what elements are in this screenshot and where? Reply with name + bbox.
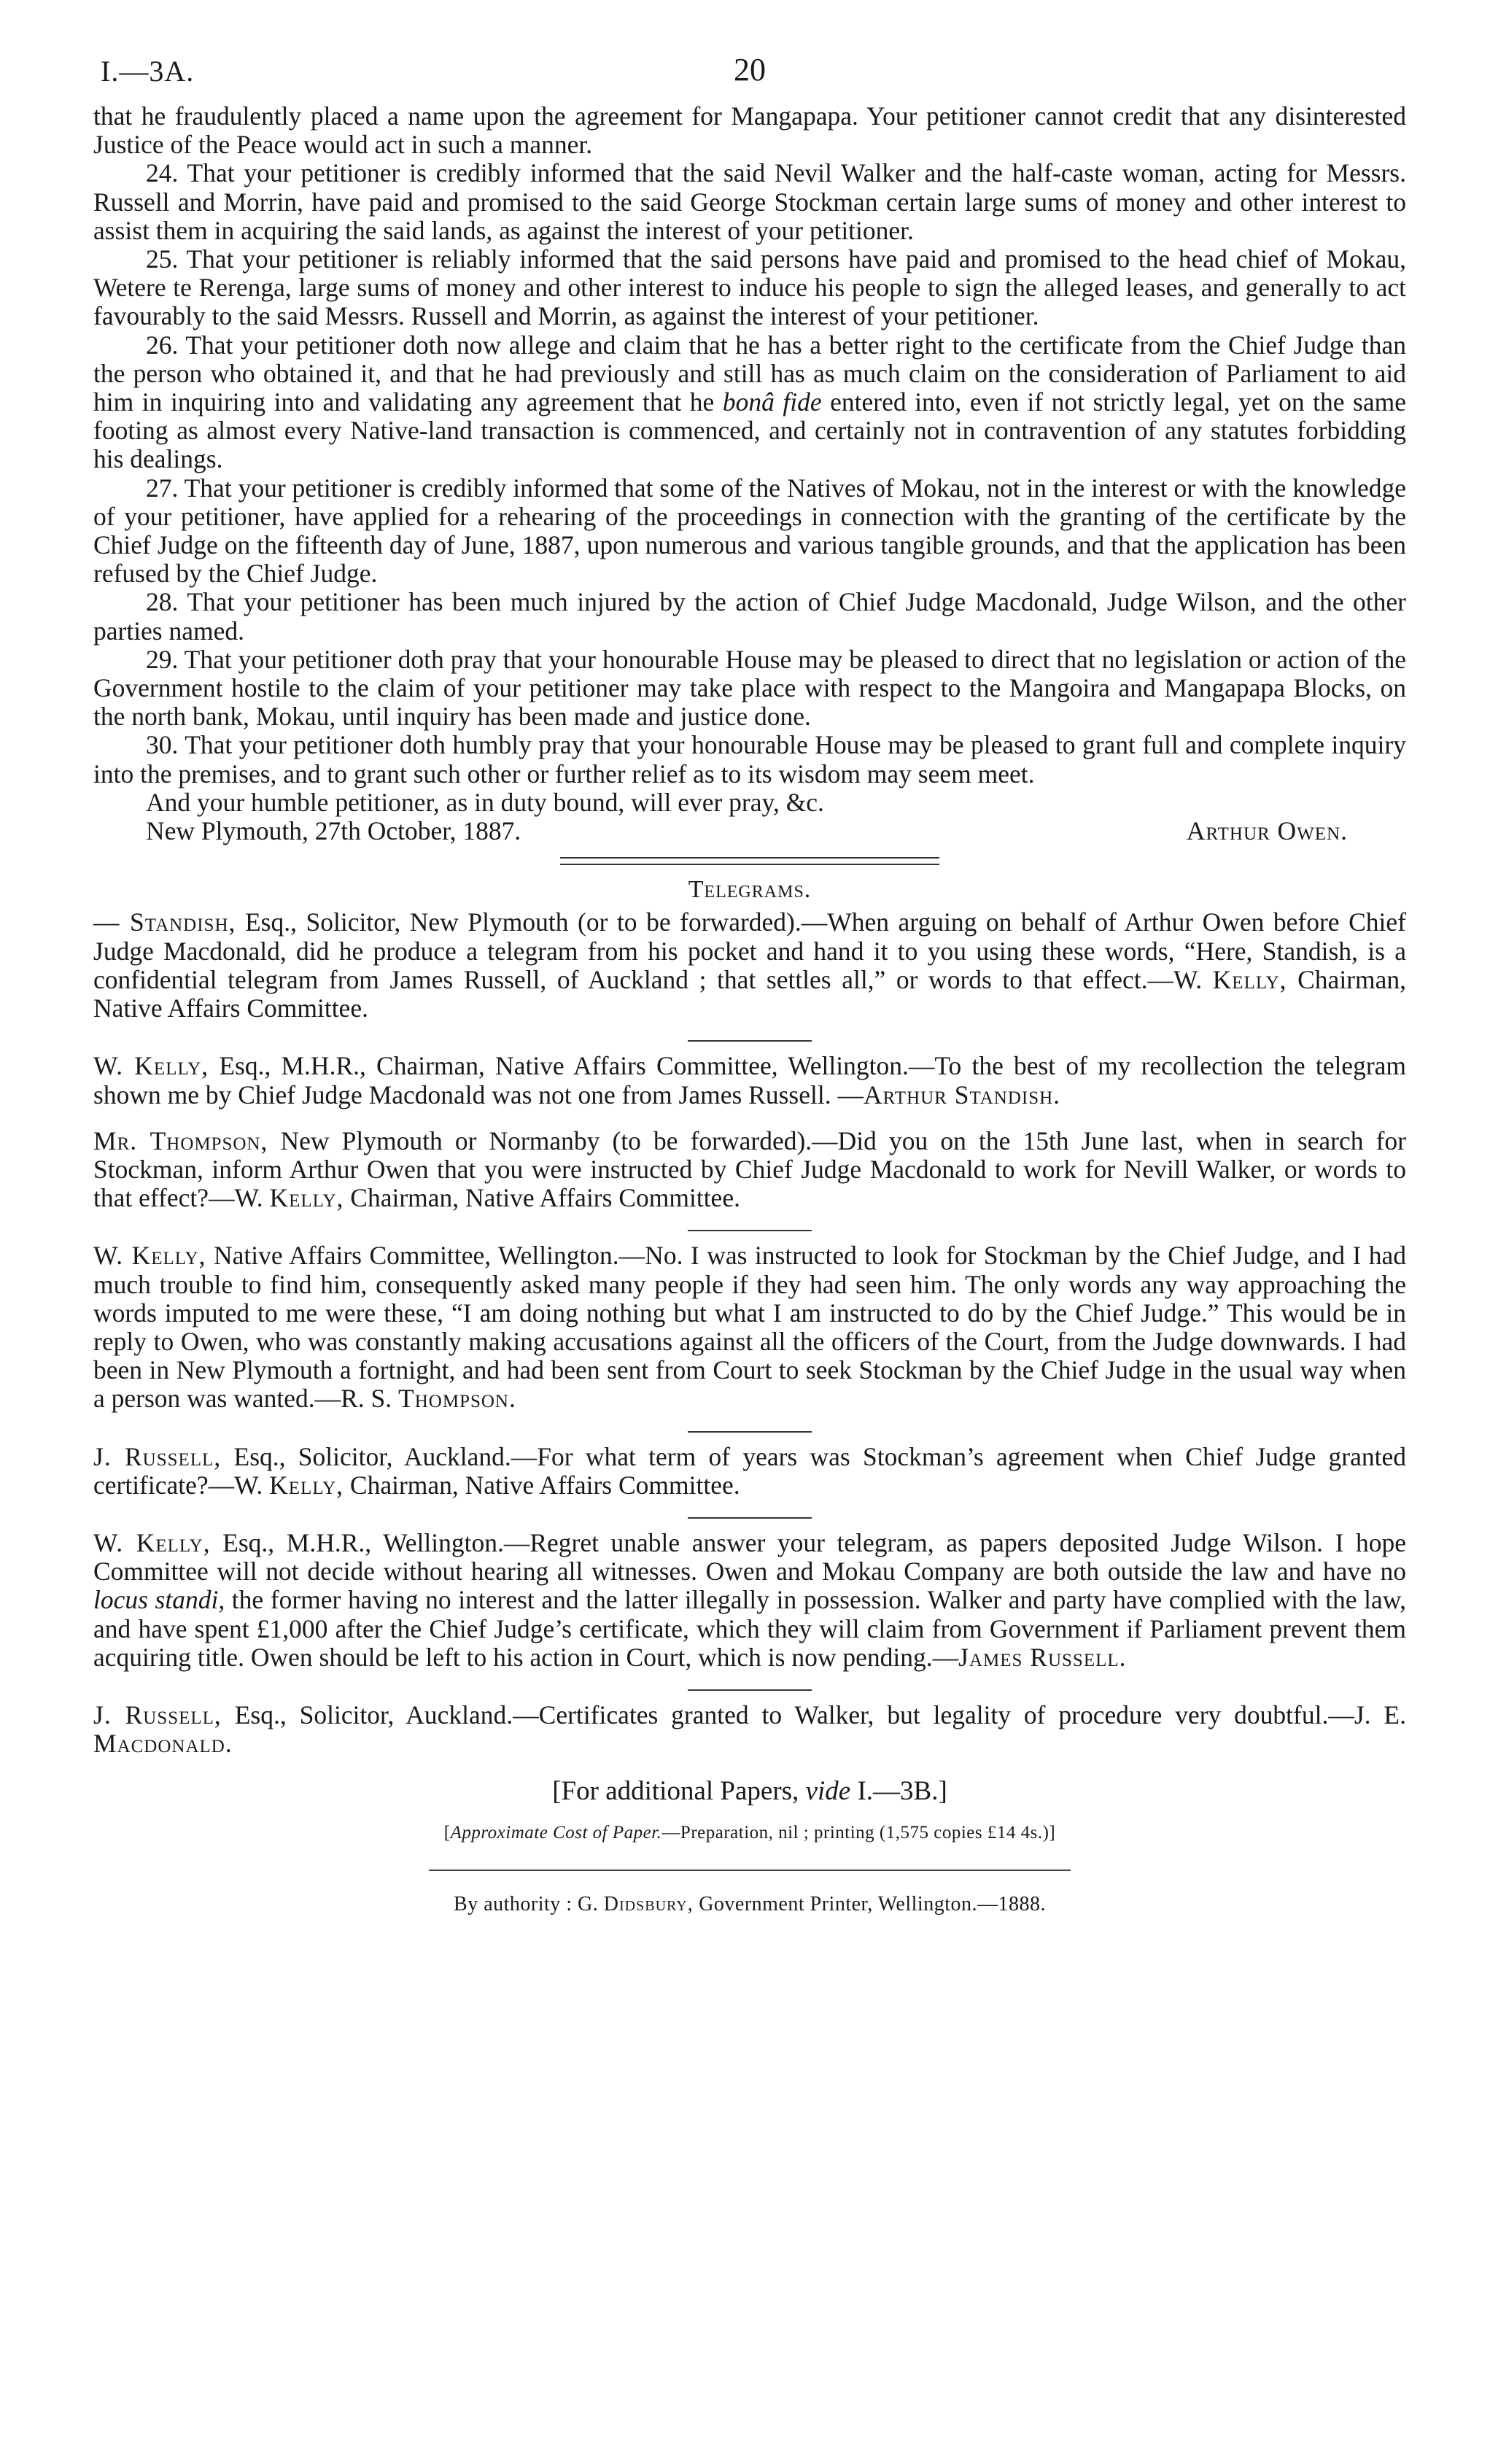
telegram-6 <box>93 1529 1406 1672</box>
telegram-addressee: W. Kelly, <box>93 1527 211 1557</box>
paragraph-24: 24. That your petitioner is credibly informed that the said Nevil Walker and the half-caste woman, acting for Messrs. Russell and Morrin, have paid and promised to the said George Stockman certain large sums of money and other interest to assist them in acquiring the said lands, as against the interest of your petitioner. <box>93 158 1406 245</box>
telegram-addressee: J. Russell, <box>93 1441 222 1471</box>
paragraph-29: 29. That your petitioner doth pray that your honourable House may be pleased to direct that no legislation or action of the Government hostile to the claim of your petitioner may take place with respect to the Mangoira and Mangapapa Blocks, on the north bank, Mokau, until inquiry has been made and justice done. <box>93 644 1406 732</box>
footer-divider <box>429 1870 1071 1871</box>
telegram-signer: James Russell. <box>958 1642 1127 1672</box>
cost-text: —Preparation, nil ; printing (1,575 copies £14 4s.) <box>661 1823 1049 1843</box>
telegram-divider <box>688 1517 812 1519</box>
telegram-tail: Chairman, Native Affairs Committee. <box>344 1183 740 1213</box>
telegram-text: Esq., M.H.R., Wellington.—Regret unable answer your telegram, as papers deposited Judge Wilson. I hope Committee will not decide without hearing all witnesses. Owen and Mokau Company are both outside the law and have no <box>93 1527 1406 1587</box>
telegram-tail: Chairman, Native Affairs Committee. <box>344 1470 740 1500</box>
printer-before: By authority : G. <box>454 1893 604 1916</box>
telegram-addressee: J. Russell, <box>93 1700 222 1729</box>
telegram-signer: Macdonald. <box>93 1729 233 1759</box>
telegram-tail: Chairman, Native Affairs Committee. <box>93 964 1406 1023</box>
telegram-7 <box>93 1701 1406 1758</box>
place-date: New Plymouth, 27th October, 1887. <box>146 816 521 846</box>
paragraph-27: 27. That your petitioner is credibly informed that some of the Natives of Mokau, not in the interest or with the knowledge of your petitioner, have applied for a rehearing of the proceedings in connection with the granting of the certificate by the Chief Judge on the fifteenth day of June, 1887, upon numerous and various tangible grounds, and that the application has been refused by the Chief Judge. <box>93 473 1406 589</box>
telegram-text-cont: the former having no interest and the latter illegally in possession. Walker and party have complied with the law, and have spent £1,000 after the Chief Judge’s certificate, which they will claim from Government if Parliament prevent them acquiring title. Owen should be left to his action in Court, which is now pending.— <box>93 1585 1406 1672</box>
telegram-addressee: W. Kelly, <box>93 1241 206 1271</box>
paragraph-23-continued: that he fraudulently placed a name upon the agreement for Mangapapa. Your petitioner cannot credit that any disinterested Justice of the Peace would act in such a manner. <box>93 101 1406 160</box>
additional-before: [For additional Papers, <box>552 1776 806 1807</box>
additional-papers-note <box>93 1775 1406 1807</box>
page-header <box>93 44 1406 102</box>
cost-label: Approximate Cost of Paper. <box>450 1823 662 1843</box>
telegram-addressee: Mr. Thompson, <box>93 1126 268 1155</box>
paragraph-26 <box>93 331 1406 474</box>
paragraph-28: 28. That your petitioner has been much injured by the action of Chief Judge Macdonald, Judge Wilson, and the other parties named. <box>93 587 1406 646</box>
telegram-signer: Thompson. <box>398 1384 516 1414</box>
paragraph-26-italic: bonâ fide <box>722 387 822 417</box>
telegram-divider <box>688 1040 812 1042</box>
printer-name: Didsbury, <box>603 1893 694 1916</box>
telegrams-heading: Telegrams. <box>688 876 812 904</box>
telegram-text: Esq., Solicitor, Auckland.—For what term of years was Stockman’s agreement when Chief Judge granted certificate?—W. <box>93 1441 1407 1500</box>
cost-note: [Approximate Cost of Paper.—Preparation, nil ; printing (1,575 copies £14 4s.)] <box>443 1823 1056 1843</box>
telegram-text: New Plymouth or Normanby (to be forwarded).—Did you on the 15th June last, when in search for Stockman, inform Arthur Owen that you were instructed by Chief Judge Macdonald to work for Nevill Walker, or words to that effect?—W. <box>93 1126 1406 1213</box>
section-divider <box>560 857 939 865</box>
document-page <box>93 44 1406 1916</box>
telegram-text: Native Affairs Committee, Wellington.—No. I was instructed to look for Stockman by the Chief Judge, and I had much trouble to find him, consequently asked many people if they had seen him. The only words any way approaching the words imputed to me were these, “I am doing nothing but what I am instructed to do by the Chief Judge.” This would be in reply to Owen, who was constantly making accusations against all the officers of the Court, from the Judge downwards. I had been in New Plymouth a fortnight, and had been sent from Court to seek Stockman by the Chief Judge in the usual way when a person was wanted.—R. S. <box>93 1241 1406 1414</box>
closing-prayer: And your humble petitioner, as in duty bound, will ever pray, &c. <box>146 787 824 817</box>
paragraph-26-end: entered into, even if not strictly legal, yet on the same footing as almost every Native-land transaction is commenced, and certainly not in contravention of any statutes forbidding his dealings. <box>93 387 1406 474</box>
telegram-1 <box>93 908 1406 1023</box>
petition-body <box>93 102 1406 1758</box>
additional-italic: vide <box>805 1776 851 1807</box>
signatory-name: Arthur Owen. <box>1186 816 1348 846</box>
telegram-2 <box>93 1052 1406 1109</box>
signature-line <box>93 817 1406 845</box>
telegram-signer: Arthur Standish. <box>863 1080 1061 1109</box>
telegram-divider <box>688 1689 812 1691</box>
telegram-signer: Kelly, <box>269 1183 344 1213</box>
paragraph-25: 25. That your petitioner is reliably informed that the said persons have paid and promised to the head chief of Mokau, Wetere te Rerenga, large sums of money and other interest to induce his people to sign the alleged leases, and generally to act favourably to the said Messrs. Russell and Morrin, as against the interest of your petitioner. <box>93 244 1406 331</box>
telegram-divider <box>688 1230 812 1231</box>
telegram-signer: Kelly, <box>269 1470 344 1500</box>
telegram-addressee: — Standish, <box>93 907 236 937</box>
paper-reference: I.—3A. <box>101 55 195 88</box>
page-number: 20 <box>734 52 766 88</box>
paragraph-30: 30. That your petitioner doth humbly pray that your honourable House may be pleased to grant full and complete inquiry into the premises, and to grant such other or further relief as to its wisdom may seem meet. <box>93 730 1406 789</box>
telegram-4 <box>93 1241 1406 1413</box>
telegram-text: Esq., Solicitor, New Plymouth (or to be forwarded).—When arguing on behalf of Arthur Owen before Chief Judge Macdonald, did he produce a telegram from his pocket and hand it to you using these words, “Here, Standish, is a confidential telegram from James Russell, of Auckland ; that settles all,” or words to that effect.—W. <box>93 907 1406 994</box>
telegram-signer: Kelly, <box>1212 964 1287 994</box>
telegram-addressee: W. Kelly, <box>93 1051 209 1081</box>
telegram-divider <box>688 1431 812 1433</box>
telegram-3 <box>93 1127 1406 1213</box>
telegram-text: Esq., M.H.R., Chairman, Native Affairs Committee, Wellington.—To the best of my recollection the telegram shown me by Chief Judge Macdonald was not one from James Russell. — <box>93 1051 1407 1109</box>
additional-after: I.—3B.] <box>850 1776 947 1807</box>
telegram-italic: locus standi, <box>93 1585 225 1615</box>
telegram-text: Esq., Solicitor, Auckland.—Certificates granted to Walker, but legality of procedure very doubtful.—J. E. <box>221 1700 1406 1729</box>
printer-after: Government Printer, Wellington.—1888. <box>693 1893 1046 1916</box>
printer-imprint <box>93 1893 1406 1916</box>
paragraph-26-start: 26. That your petitioner doth now allege and claim that he has a better right to the certificate from the Chief Judge than the person who obtained it, and that he had previously and still has as much claim on the consideration of Parliament to aid him in inquiring into and validating any agreement that he <box>93 330 1406 417</box>
telegram-5 <box>93 1443 1406 1500</box>
